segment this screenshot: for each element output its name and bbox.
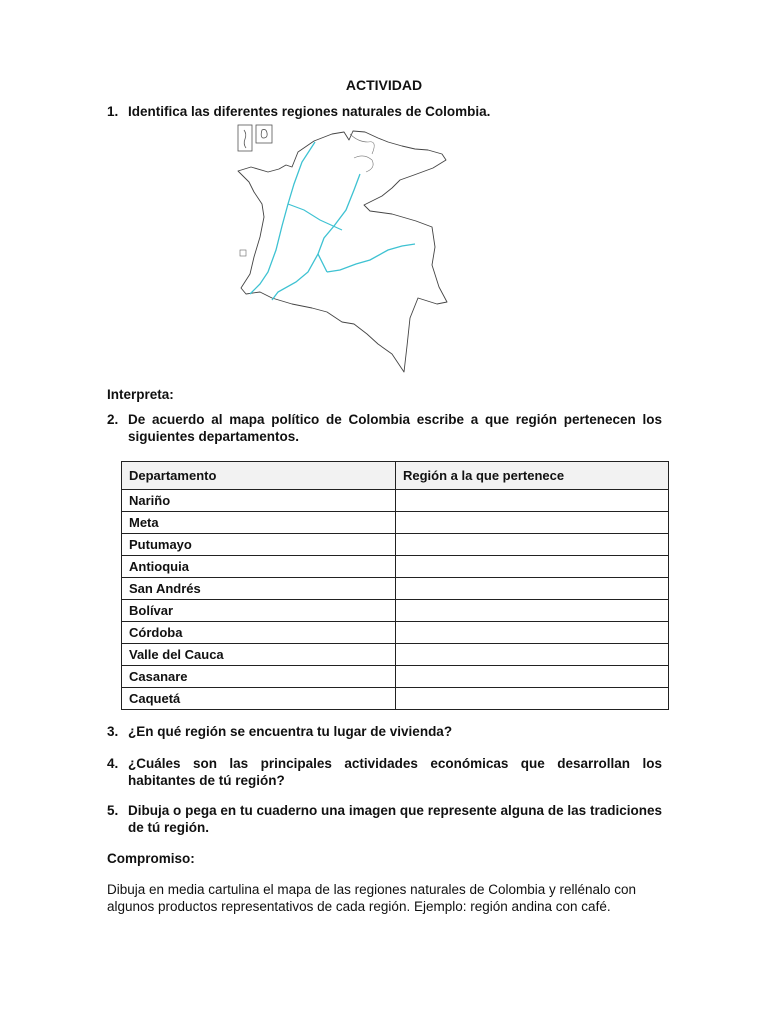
department-cell: Casanare — [122, 666, 396, 688]
interpreta-label: Interpreta: — [107, 387, 174, 402]
question-text: ¿En qué región se encuentra tu lugar de vivienda? — [128, 724, 453, 739]
closing-paragraph: Dibuja en media cartulina el mapa de las regiones naturales de Colombia y rellénalo con algunos productos representativos de cada región. Ejemplo: región andina con café. — [107, 882, 637, 914]
compromiso-label: Compromiso: — [107, 851, 195, 866]
region-answer-cell[interactable] — [396, 600, 669, 622]
region-answer-cell[interactable] — [396, 644, 669, 666]
question-number: 1. — [107, 104, 119, 119]
header-region: Región a la que pertenece — [396, 462, 669, 490]
region-answer-cell[interactable] — [396, 688, 669, 710]
table-row — [122, 490, 669, 512]
department-cell: San Andrés — [122, 578, 396, 600]
table-row — [122, 688, 669, 710]
region-answer-cell[interactable] — [396, 534, 669, 556]
department-cell: Bolívar — [122, 600, 396, 622]
table-row — [122, 534, 669, 556]
department-cell: Nariño — [122, 490, 396, 512]
table-row — [122, 512, 669, 534]
question-text: Identifica las diferentes regiones naturales de Colombia. — [128, 104, 491, 119]
region-answer-cell[interactable] — [396, 490, 669, 512]
question-4 — [107, 756, 662, 789]
question-3 — [107, 724, 662, 741]
table-row — [122, 578, 669, 600]
department-cell: Antioquia — [122, 556, 396, 578]
region-answer-cell[interactable] — [396, 512, 669, 534]
table-row — [122, 666, 669, 688]
department-cell: Caquetá — [122, 688, 396, 710]
header-departamento: Departamento — [122, 462, 396, 490]
departments-table — [121, 461, 669, 710]
question-text: De acuerdo al mapa político de Colombia escribe a que región pertenecen los siguientes departamentos. — [128, 412, 662, 444]
table-row — [122, 556, 669, 578]
question-1 — [107, 104, 662, 121]
question-5 — [107, 803, 662, 836]
region-answer-cell[interactable] — [396, 622, 669, 644]
question-number: 3. — [107, 724, 119, 739]
region-answer-cell[interactable] — [396, 578, 669, 600]
question-number: 5. — [107, 803, 119, 818]
table-row — [122, 600, 669, 622]
region-answer-cell[interactable] — [396, 666, 669, 688]
department-cell: Putumayo — [122, 534, 396, 556]
colombia-map-icon — [232, 122, 452, 377]
table-row — [122, 622, 669, 644]
table-row — [122, 644, 669, 666]
question-2 — [107, 412, 662, 445]
table-header-row — [122, 462, 669, 490]
region-answer-cell[interactable] — [396, 556, 669, 578]
department-cell: Meta — [122, 512, 396, 534]
question-number: 4. — [107, 756, 119, 771]
question-text: Dibuja o pega en tu cuaderno una imagen que represente alguna de las tradiciones de tú región. — [128, 803, 662, 835]
question-text: ¿Cuáles son las principales actividades económicas que desarrollan los habitantes de tú región? — [128, 756, 662, 788]
department-cell: Valle del Cauca — [122, 644, 396, 666]
question-number: 2. — [107, 412, 119, 427]
department-cell: Córdoba — [122, 622, 396, 644]
page-title: ACTIVIDAD — [345, 77, 423, 93]
